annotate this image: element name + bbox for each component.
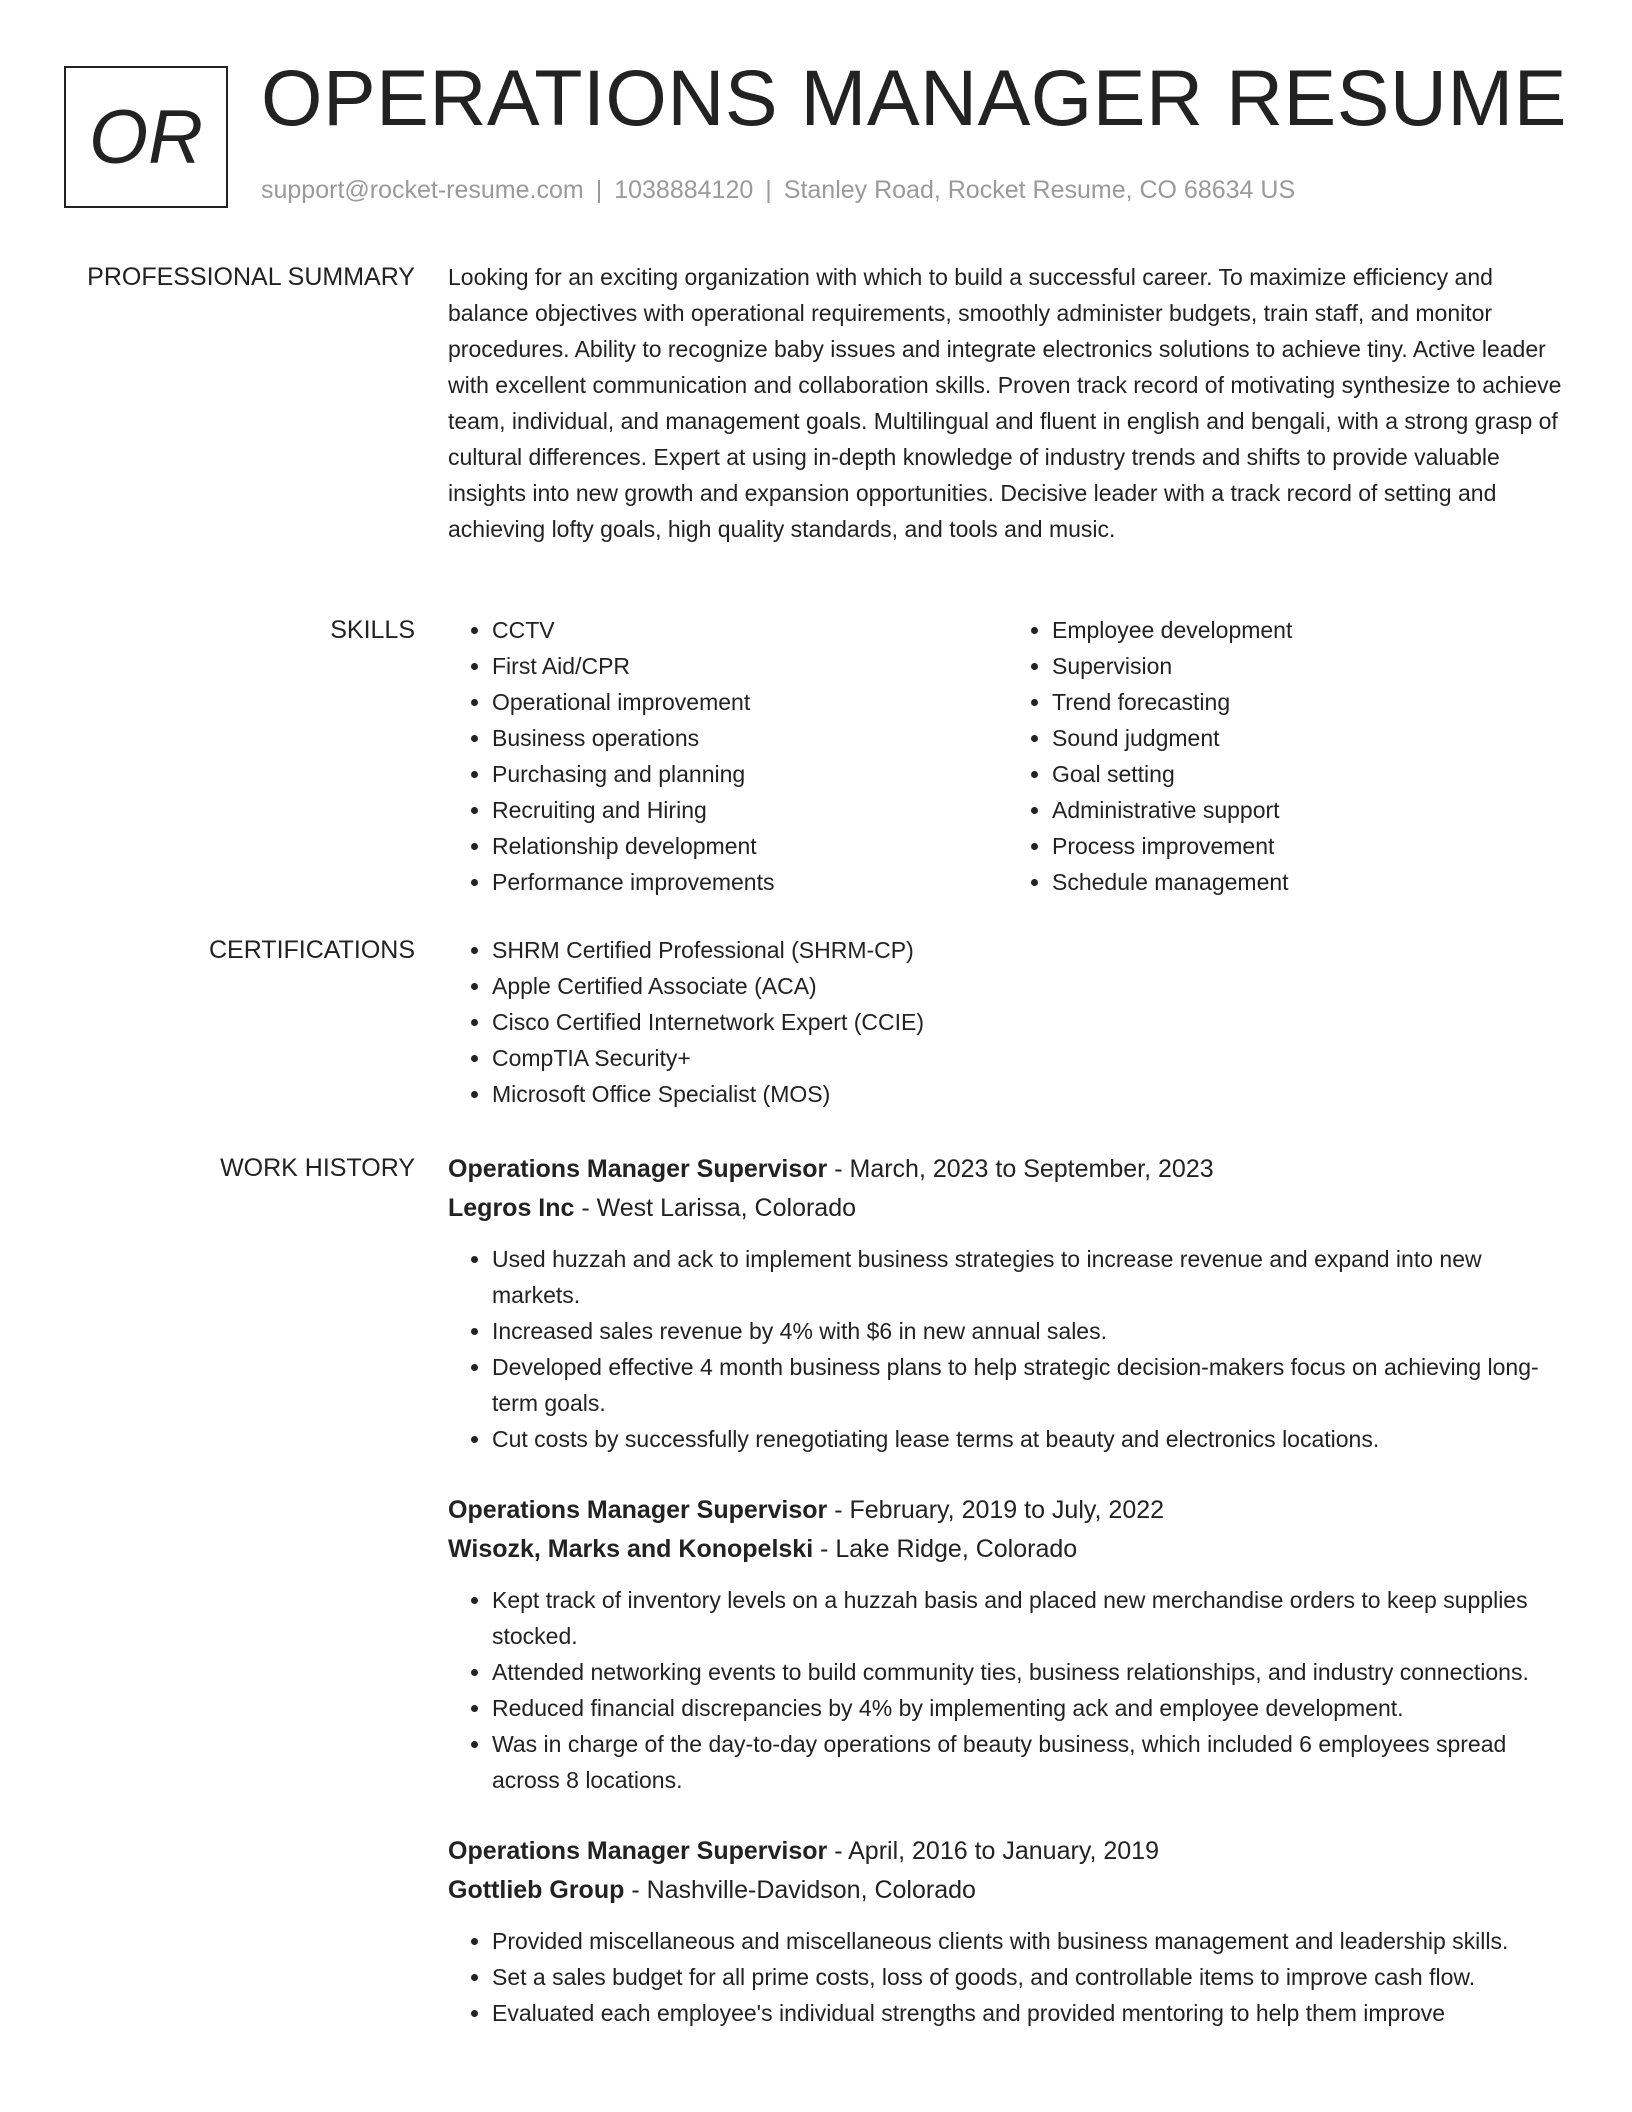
job-bullet: • Kept track of inventory levels on a huzzah basis and placed new merchandise orders to keep supplies stocked. [492, 1582, 1568, 1654]
contact-phone[interactable]: 1038884120 [614, 176, 754, 204]
contact-email[interactable]: support@rocket-resume.com [261, 176, 584, 204]
certification-item: • SHRM Certified Professional (SHRM-CP) [492, 932, 1568, 968]
job-title-line [448, 1150, 1568, 1189]
job-dates: - March, 2023 to September, 2023 [827, 1155, 1214, 1183]
skill-item: • Administrative support [1052, 792, 1568, 828]
job-bullet: • Provided miscellaneous and miscellaneous clients with business management and leadership skills. [492, 1923, 1568, 1959]
section-label-work-history: WORK HISTORY [220, 1154, 415, 1182]
job-bullets [448, 1582, 1568, 1798]
section-label-skills: SKILLS [330, 616, 415, 644]
job-entry [448, 1150, 1568, 1457]
skill-item: • Purchasing and planning [492, 756, 1008, 792]
job-entry [448, 1832, 1568, 2031]
section-label-summary: PROFESSIONAL SUMMARY [87, 263, 415, 291]
skill-item: • Operational improvement [492, 684, 1008, 720]
job-entry [448, 1491, 1568, 1798]
contact-separator: | [595, 176, 603, 204]
job-bullet: • Reduced financial discrepancies by 4% by implementing ack and employee development. [492, 1690, 1568, 1726]
contact-address: Stanley Road, Rocket Resume, CO 68634 US [783, 176, 1296, 204]
certification-item: • Cisco Certified Internetwork Expert (CCIE) [492, 1004, 1568, 1040]
job-dates: - February, 2019 to July, 2022 [827, 1496, 1165, 1524]
certifications-bullets [448, 932, 1568, 1112]
skill-item: • Trend forecasting [1052, 684, 1568, 720]
skill-item: • Goal setting [1052, 756, 1568, 792]
skill-item: • Relationship development [492, 828, 1008, 864]
monogram-logo: OR [64, 66, 228, 208]
job-bullet: • Developed effective 4 month business plans to help strategic decision-makers focus on achieving long-term goals. [492, 1349, 1568, 1421]
skills-column-left [448, 612, 1008, 900]
contact-separator: | [765, 176, 772, 204]
skill-item: • Performance improvements [492, 864, 1008, 900]
job-bullet: • Increased sales revenue by 4% with $6 in new annual sales. [492, 1313, 1568, 1349]
job-title-line [448, 1491, 1568, 1530]
job-bullet: • Used huzzah and ack to implement business strategies to increase revenue and expand into new markets. [492, 1241, 1568, 1313]
job-company-line [448, 1871, 1568, 1910]
contact-line [261, 176, 1295, 205]
certification-item: • Apple Certified Associate (ACA) [492, 968, 1568, 1004]
skill-item: • Business operations [492, 720, 1008, 756]
job-title: Operations Manager Supervisor [448, 1496, 828, 1524]
job-location: - Nashville-Davidson, Colorado [624, 1876, 976, 1904]
skills-list [448, 612, 1568, 900]
resume-title: OPERATIONS MANAGER RESUME [261, 53, 1567, 142]
job-title: Operations Manager Supervisor [448, 1155, 828, 1183]
skill-item: • First Aid/CPR [492, 648, 1008, 684]
skill-item: • Supervision [1052, 648, 1568, 684]
skill-item: • Schedule management [1052, 864, 1568, 900]
job-dates: - April, 2016 to January, 2019 [827, 1837, 1159, 1865]
skill-item: • Process improvement [1052, 828, 1568, 864]
skill-item: • Employee development [1052, 612, 1568, 648]
certification-item: • Microsoft Office Specialist (MOS) [492, 1076, 1568, 1112]
job-company: Gottlieb Group [448, 1876, 625, 1904]
skills-column-right [1008, 612, 1568, 900]
certification-item: • CompTIA Security+ [492, 1040, 1568, 1076]
job-title: Operations Manager Supervisor [448, 1837, 828, 1865]
job-bullets [448, 1923, 1568, 2031]
job-company-line [448, 1530, 1568, 1569]
job-location: - Lake Ridge, Colorado [813, 1535, 1078, 1563]
skill-item: • CCTV [492, 612, 1008, 648]
certifications-list [448, 932, 1568, 1112]
skill-item: • Sound judgment [1052, 720, 1568, 756]
job-bullets [448, 1241, 1568, 1457]
job-location: - West Larissa, Colorado [574, 1194, 857, 1222]
job-company: Wisozk, Marks and Konopelski [448, 1535, 814, 1563]
section-label-certifications: CERTIFICATIONS [208, 936, 415, 964]
job-title-line [448, 1832, 1568, 1871]
work-history-list [448, 1150, 1568, 2065]
job-bullet: • Was in charge of the day-to-day operations of beauty business, which included 6 employees spread across 8 locations. [492, 1726, 1568, 1798]
job-company-line [448, 1189, 1568, 1228]
job-bullet: • Evaluated each employee's individual strengths and provided mentoring to help them improve [492, 1995, 1568, 2031]
summary-text: Looking for an exciting organization with which to build a successful career. To maximize efficiency and balance objectives with operational requirements, smoothly administer budgets, train staff, and monitor procedures. Ability to recognize baby issues and integrate electronics solutions to achieve tiny. Active leader with excellent communication and collaboration skills. Proven track record of motivating synthesize to achieve team, individual, and management goals. Multilingual and fluent in english and bengali, with a strong grasp of cultural differences. Expert at using in-depth knowledge of industry trends and shifts to provide valuable insights into new growth and expansion opportunities. Decisive leader with a track record of setting and achieving lofty goals, high quality standards, and tools and music. [448, 264, 1562, 542]
job-bullet: • Cut costs by successfully renegotiating lease terms at beauty and electronics locations. [492, 1421, 1568, 1457]
job-bullet: • Set a sales budget for all prime costs, loss of goods, and controllable items to improve cash flow. [492, 1959, 1568, 1995]
job-company: Legros Inc [448, 1194, 575, 1222]
skill-item: • Recruiting and Hiring [492, 792, 1008, 828]
job-bullet: • Attended networking events to build community ties, business relationships, and industry connections. [492, 1654, 1568, 1690]
